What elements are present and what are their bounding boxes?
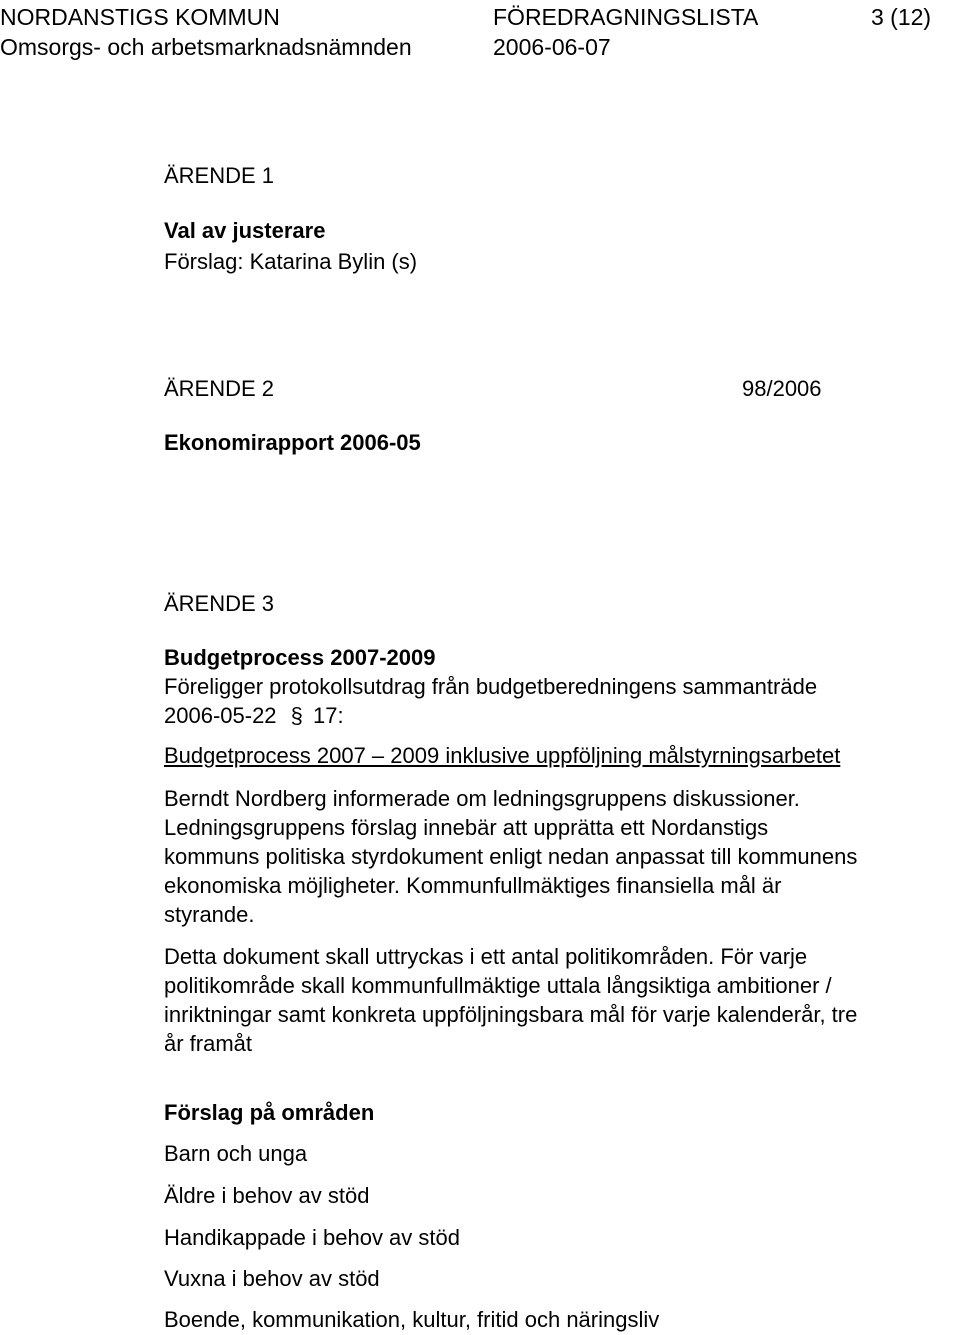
item-subheading: Budgetprocess 2007 – 2009 inklusive uppföljning målstyrningsarbetet [164,743,841,768]
section-symbol: § [290,703,303,728]
item-label: ÄRENDE 1 [164,163,275,188]
page-number: 3 (12) [871,4,932,30]
committee-name: Omsorgs- och arbetsmarknadsnämnden [0,34,412,60]
minutes-date: 2006-05-22 [164,703,277,728]
list-item: Vuxna i behov av stöd [164,1266,380,1291]
paragraph-line: Ledningsgruppens förslag innebär att upprätta ett Nordanstigs [164,815,769,840]
paragraph-line: Berndt Nordberg informerade om ledningsgruppens diskussioner. [164,786,800,811]
meeting-date: 2006-06-07 [493,34,611,60]
item-text: Förslag: Katarina Bylin (s) [164,249,418,274]
list-item: Barn och unga [164,1141,308,1166]
intro-line-1: Föreligger protokollsutdrag från budgetberedningens sammanträde [164,674,818,699]
item-title: Ekonomirapport 2006-05 [164,430,421,455]
paragraph-line: kommuns politiska styrdokument enligt nedan anpassat till kommunens [164,844,858,869]
item-label: ÄRENDE 3 [164,591,275,616]
intro-line-2 [164,702,344,730]
list-item: Äldre i behov av stöd [164,1183,370,1208]
paragraph-2 [164,942,960,1058]
paragraph-number: 17: [313,703,344,728]
proposal-heading: Förslag på områden [164,1100,375,1125]
paragraph-line: inriktningar samt konkreta uppföljningsbara mål för varje kalenderår, tre [164,1002,858,1027]
paragraph-line: år framåt [164,1031,253,1056]
document-type: FÖREDRAGNINGSLISTA [493,4,759,30]
item-title: Budgetprocess 2007-2009 [164,645,436,670]
paragraph-line: politikområde skall kommunfullmäktige uttala långsiktiga ambitioner / [164,973,832,998]
paragraph-line: Detta dokument skall uttryckas i ett antal politikområden. För varje [164,944,808,969]
item-title: Val av justerare [164,218,326,243]
paragraph-line: ekonomiska möjligheter. Kommunfullmäktiges finansiella mål är [164,873,782,898]
item-reference: 98/2006 [742,376,822,401]
list-item: Boende, kommunikation, kultur, fritid och näringsliv [164,1307,660,1332]
paragraph-line: styrande. [164,902,255,927]
item-label: ÄRENDE 2 [164,376,275,401]
list-item: Handikappade i behov av stöd [164,1225,460,1250]
organization-name: NORDANSTIGS KOMMUN [0,4,280,30]
paragraph-1 [164,784,960,929]
